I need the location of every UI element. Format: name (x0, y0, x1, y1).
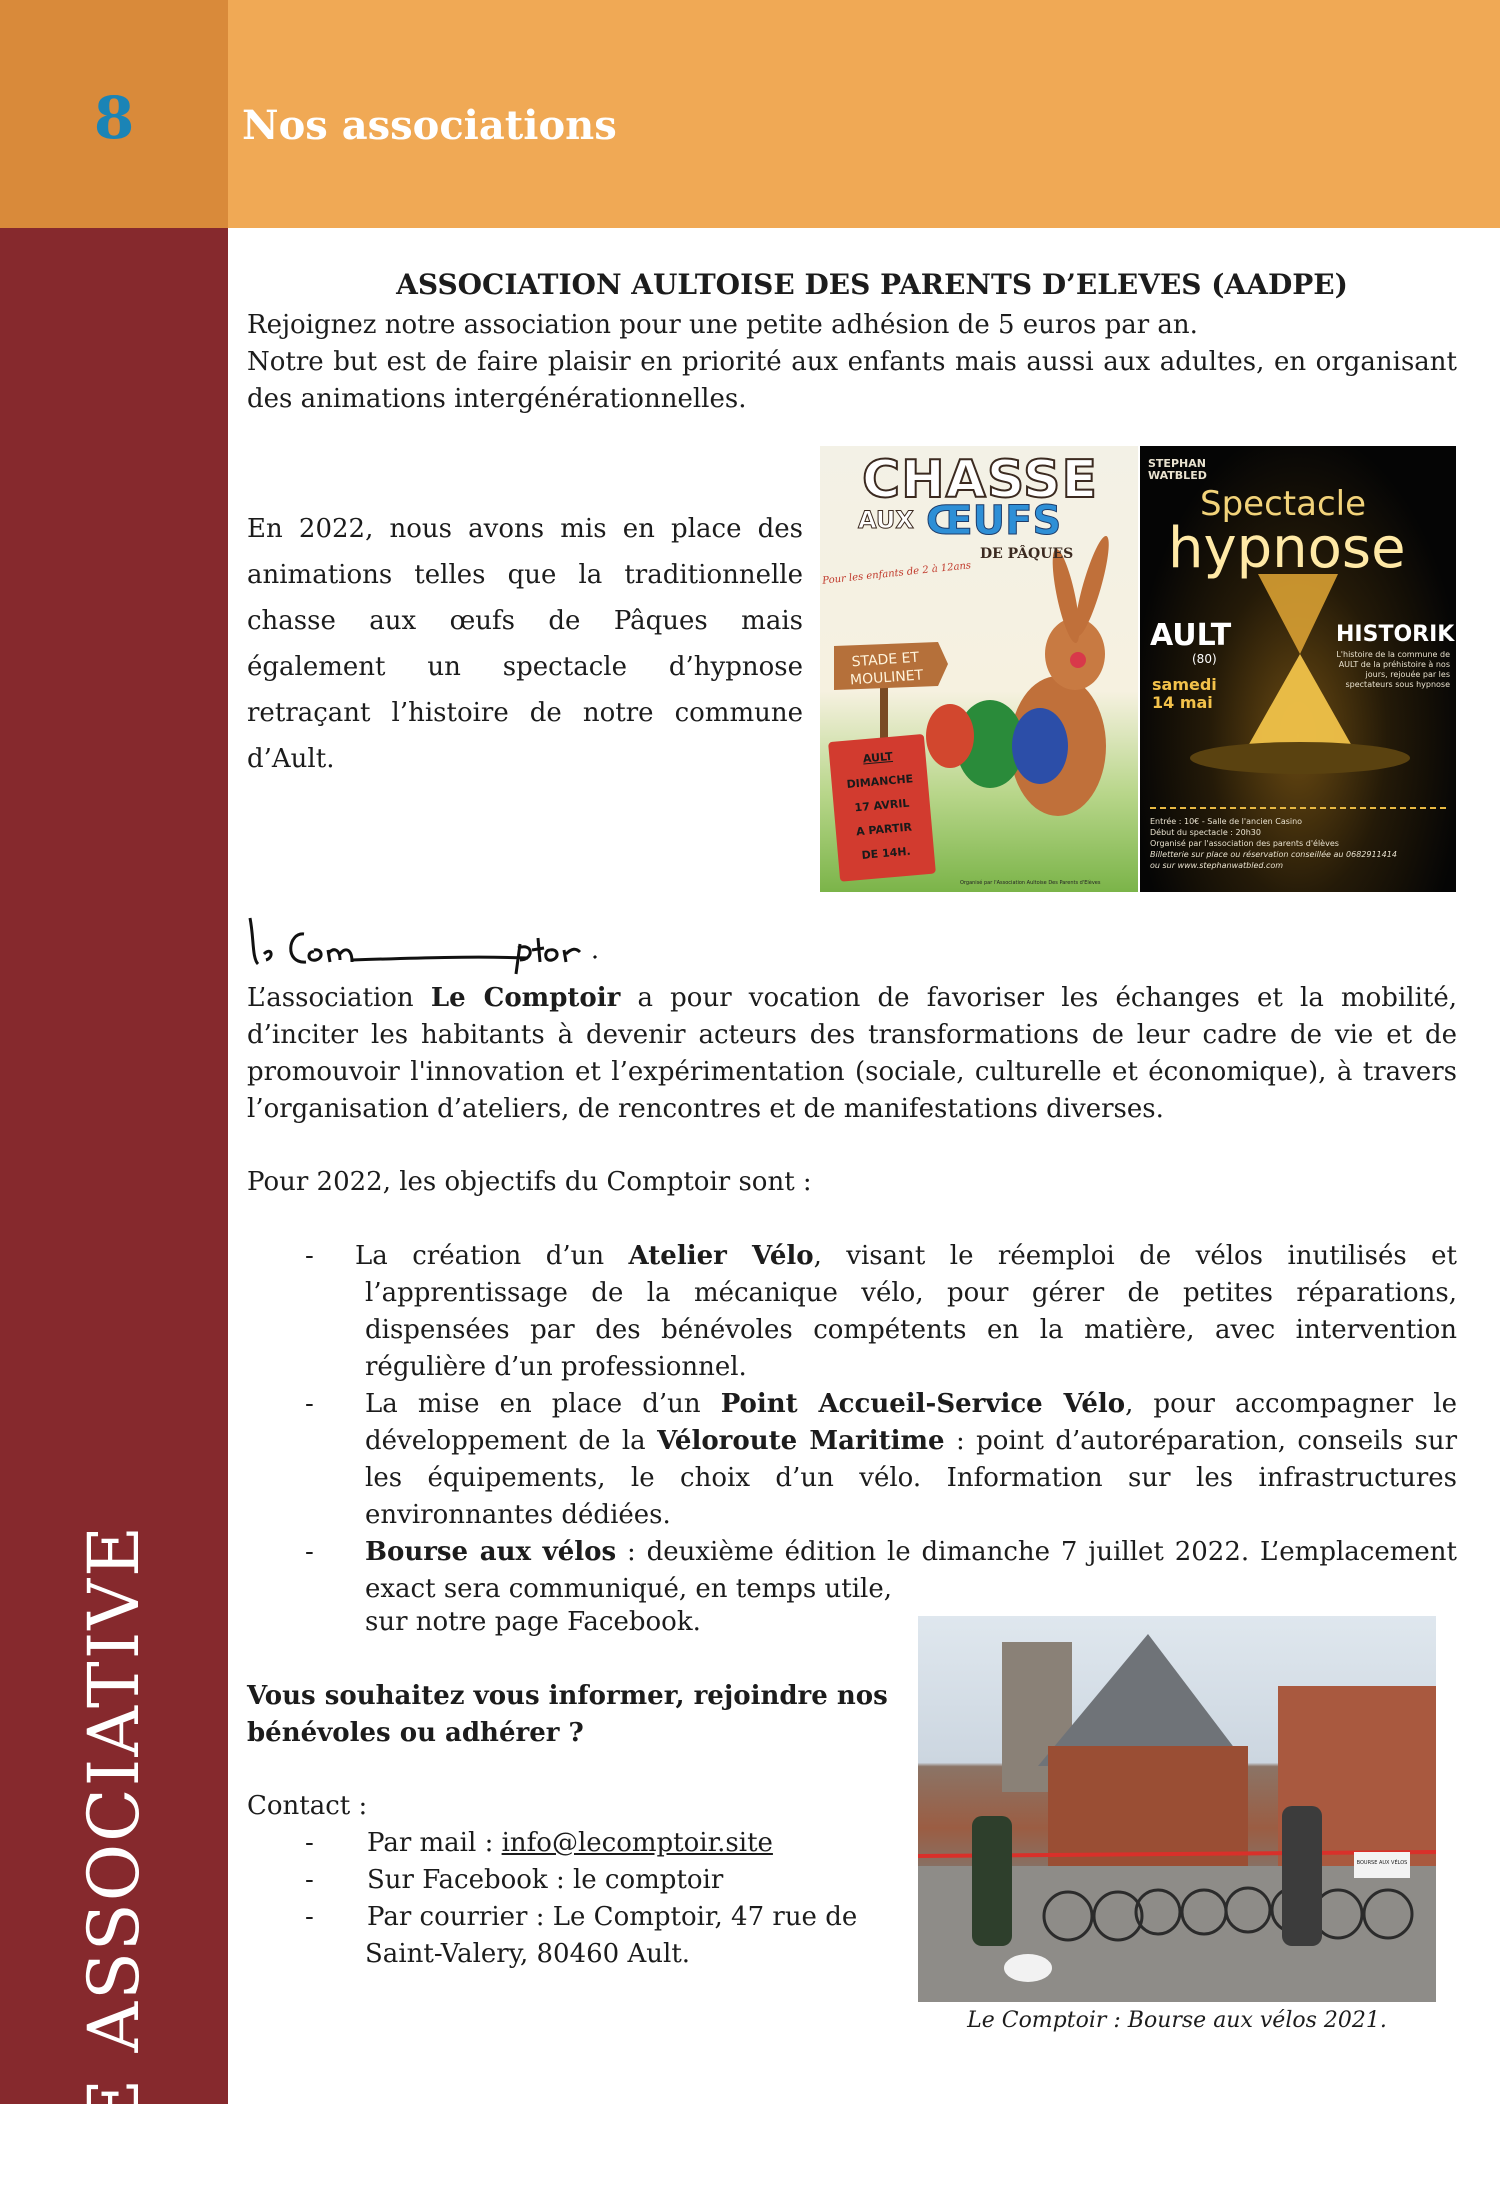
objectives-list (247, 1238, 1457, 1608)
poster-chasse-date (831, 742, 933, 870)
item1-bold: Atelier Vélo (628, 1241, 814, 1271)
hourglass-top (1258, 574, 1338, 654)
le-comptoir-logo (244, 898, 624, 978)
poster-chasse-sign: STADE ET MOULINET (849, 649, 924, 689)
info-line-3: Organisé par l'association des parents d'élèves (1150, 839, 1339, 848)
item2-before: La mise en place d’un (365, 1389, 721, 1419)
objectives-intro: Pour 2022, les objectifs du Comptoir sont : (247, 1167, 812, 1197)
contact-item-facebook (247, 1862, 887, 1899)
sidebar-label: VIE ASSOCIATIVE (73, 1523, 155, 2212)
poster-hypnose-blurb: L'histoire de la commune de AULT de la préhistoire à nos jours, rejouée par les spectateurs sous hypnose (1336, 650, 1450, 689)
list-dash: - (305, 1828, 314, 1858)
poster-hypnose-dept: (80) (1192, 652, 1217, 666)
item3-bold: Bourse aux vélos (365, 1537, 617, 1567)
le-comptoir-signature (244, 898, 624, 978)
egg-red (926, 704, 974, 768)
item1-before: La création d’un (355, 1241, 629, 1271)
poster-hypnose-town: AULT (1150, 618, 1232, 653)
easter-egg-hunt-poster (820, 446, 1138, 892)
sidebar (0, 228, 228, 2212)
contact-item-mail (247, 1825, 887, 1862)
date-line-5: DE 14H. (861, 844, 912, 862)
hourglass-base (1190, 742, 1410, 774)
photo-caption: Le Comptoir : Bourse aux vélos 2021. (967, 2008, 1387, 2033)
church-wall (1048, 1746, 1248, 1866)
info-line-4: Billetterie sur place ou réservation conseillée au 0682911414 (1150, 850, 1397, 859)
hypnosis-show-poster (1140, 446, 1456, 892)
poster-hypnose-date: samedi 14 mai (1152, 675, 1217, 712)
poster-hypnose-artist: STEPHAN WATBLED (1148, 457, 1207, 482)
item3-after: : deuxième édition le dimanche 7 juillet 2022. L’emplacement exact sera communiqué, en temps utile, (365, 1537, 1457, 1604)
page-number: 8 (93, 84, 135, 152)
date-line-4: A PARTIR (855, 820, 913, 839)
objective-item (247, 1534, 1457, 1608)
poster-hypnose-show: HISTORIK (1336, 622, 1455, 647)
contact-item-post (247, 1899, 887, 1936)
poster-hypnose-title-2: hypnose (1168, 516, 1406, 581)
aadpe-intro-1: Rejoignez notre association pour une petite adhésion de 5 euros par an. (247, 310, 1198, 340)
comptoir-p1-before: L’association (247, 983, 431, 1013)
aadpe-intro-2: Notre but est de faire plaisir en priorité aux enfants mais aussi aux adultes, en organisant des animations intergénérationnelles. (247, 347, 1457, 414)
comptoir-p1-bold: Le Comptoir (430, 983, 621, 1013)
comptoir-p1-after: a pour vocation de favoriser les échanges et la mobilité, d’inciter les habitants à devenir acteurs des transformations de leur cadre de vie et de promouvoir l'innovation et l’expérimentation (sociale, culturelle et économique), à travers l’organisation d’ateliers, de rencontres et de manifestations diverses. (247, 983, 1457, 1124)
aadpe-heading: ASSOCIATION AULTOISE DES PARENTS D’ELEVES (AADPE) (396, 268, 1348, 301)
contact-item-post-2 (247, 1936, 887, 1973)
bunny-ear-right (1069, 534, 1115, 639)
comptoir-description (247, 980, 1457, 1128)
photo-scene (918, 1616, 1436, 2002)
person-left (972, 1816, 1012, 1946)
aadpe-body: En 2022, nous avons mis en place des animations telles que la traditionnelle chasse aux œufs de Pâques mais également un spectacle d’hypnose retraçant l’histoire de notre commune d’Ault. (247, 514, 803, 774)
contact-facebook: Sur Facebook : le comptoir (367, 1865, 724, 1895)
contact-post-1: Par courrier : Le Comptoir, 47 rue de (367, 1902, 858, 1932)
info-line-1: Entrée : 10€ - Salle de l'ancien Casino (1150, 817, 1303, 826)
contact-email-link[interactable]: info@lecomptoir.site (501, 1828, 773, 1858)
egg-blue (1012, 708, 1068, 784)
contact-label: Contact : (247, 1791, 368, 1821)
date-line-2: DIMANCHE (846, 772, 914, 791)
poster-chasse-age: Pour les enfants de 2 à 12ans (821, 560, 972, 587)
item2-bold: Point Accueil-Service Vélo (720, 1389, 1126, 1419)
item1-after: , visant le réemploi de vélos inutilisés et l’apprentissage de la mécanique vélo, pour gérer de petites réparations, dispensées par des bénévoles compétents en la matière, avec intervention régulière d’un professionnel. (365, 1241, 1458, 1382)
page-number-box (0, 0, 228, 228)
list-dash: - (305, 1865, 314, 1895)
list-dash: - (305, 1537, 314, 1567)
list-dash: - (305, 1241, 314, 1271)
objective-item (247, 1238, 1457, 1386)
item2-after: : point d’autoréparation, conseils sur les équipements, le choix d’un vélo. Information sur les infrastructures environnantes dédiées. (365, 1426, 1457, 1530)
info-line-2: Début du spectacle : 20h30 (1150, 828, 1261, 837)
contact-post-2: Saint-Valery, 80460 Ault. (365, 1939, 691, 1969)
bike-market-photo (918, 1616, 1436, 2002)
info-line-5: ou sur www.stephanwatbled.com (1150, 861, 1284, 870)
item2-mid: , pour accompagner le développement de la (365, 1389, 1457, 1456)
poster-chasse-footer: Organisé par l'Association Aultoise Des Parents d'Elèves (960, 880, 1101, 886)
poster-hypnose-info (1150, 816, 1450, 871)
contact-list (247, 1825, 887, 1973)
poster-chasse-aux: AUX (858, 506, 914, 534)
section-title: Nos associations (242, 102, 617, 149)
list-dash: - (305, 1902, 314, 1932)
date-line-3: 17 AVRIL (853, 796, 910, 815)
person-right (1282, 1806, 1322, 1946)
poster-hypnose-title-1: Spectacle (1200, 484, 1366, 524)
poster-chasse-title: CHASSE (861, 450, 1098, 510)
item3-line-3: sur notre page Facebook. (365, 1607, 701, 1637)
list-dash: - (305, 1389, 314, 1419)
contact-mail-label: Par mail : (367, 1828, 502, 1858)
dog (1004, 1954, 1052, 1982)
header-band (228, 0, 1500, 228)
objective-item (247, 1386, 1457, 1534)
poster-chasse-oeufs: ŒUFS (926, 498, 1062, 544)
poster-chasse-subtitle: DE PÂQUES (980, 546, 1074, 562)
bunny-nose (1070, 652, 1086, 668)
item2-bold-2: Véloroute Maritime (657, 1426, 945, 1456)
photo-sign-text: BOURSE AUX VÉLOS (1356, 1860, 1408, 1866)
date-line-1: AULT (862, 749, 894, 766)
aadpe-section (247, 266, 1457, 418)
join-question: Vous souhaitez vous informer, rejoindre nos bénévoles ou adhérer ? (247, 1681, 888, 1748)
